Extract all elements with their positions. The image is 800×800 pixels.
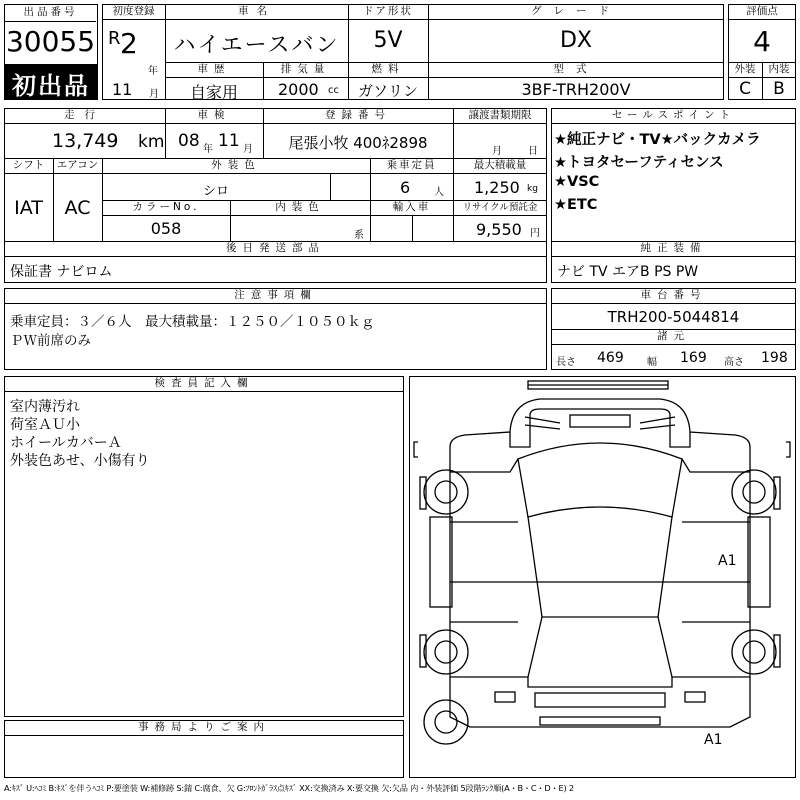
grade-label: グレード: [531, 5, 621, 17]
sales-point-4: ★ETC: [554, 197, 598, 213]
import-car-label: 輸入車: [392, 201, 431, 213]
sales-point-2: ★トヨタセーフティセンス: [554, 155, 724, 171]
score: 4: [753, 25, 771, 58]
grade: DX: [559, 28, 592, 53]
transfer-deadline-label: 譲渡書類期限: [468, 109, 532, 121]
insp-year-unit: 年: [203, 144, 213, 155]
sales-points-label: セールスポイント: [611, 109, 736, 121]
width-value: 169: [680, 350, 707, 366]
deadline-day-unit: 日: [528, 146, 538, 157]
height-label: 高さ: [724, 357, 744, 368]
length-label: 長さ: [556, 357, 576, 368]
max-load: 1,250: [474, 178, 520, 197]
chassis-no-label: 車台番号: [640, 289, 707, 301]
height-value: 198: [761, 350, 788, 366]
car-outline-diagram: [410, 377, 794, 776]
car-history: 自家用: [189, 83, 238, 102]
first-reg-month: 11: [112, 80, 133, 99]
year-unit: 年: [148, 66, 158, 77]
note-line-1: 乗車定員：３／６人 最大積載量：１２５０／１０５０ｋｇ: [10, 314, 375, 330]
inspection-label: 車検: [197, 109, 231, 121]
mileage: 13,749: [52, 130, 119, 152]
inspector-note-3: ホイールカバーＡ: [10, 435, 122, 451]
exterior-label: 外装: [734, 63, 756, 75]
genuine-equipment: ナビ TV エアB PS PW: [557, 264, 699, 280]
interior-grade: B: [773, 79, 785, 99]
insp-month: 11: [218, 131, 240, 151]
inspector-note-1: 室内薄汚れ: [10, 399, 80, 415]
lot-number-label: 出品番号: [23, 6, 78, 18]
model-code: 3BF-TRH200V: [521, 80, 631, 99]
deadline-month-unit: 月: [492, 146, 502, 157]
later-parts: 保証書 ナビロム: [10, 264, 113, 280]
exterior-grade: C: [739, 79, 751, 99]
lot-number: 30055: [5, 25, 96, 58]
score-label: 評価点: [746, 5, 778, 17]
specs-label: 諸元: [657, 330, 690, 342]
damage-mark-side: A1: [718, 553, 737, 569]
era: R: [108, 28, 121, 49]
interior-label: 内装: [768, 63, 790, 75]
car-name-label: 車名: [238, 5, 275, 17]
width-label: 幅: [647, 357, 657, 368]
ext-color-label: 外装色: [211, 159, 261, 171]
first-listing-text: 初出品: [12, 72, 90, 100]
color-no-label: カラーNo.: [132, 201, 200, 213]
damage-mark-rear: A1: [704, 732, 723, 748]
later-parts-label: 後日発送部品: [226, 242, 325, 254]
office-label: 事務局よりご案内: [138, 721, 270, 733]
legend-text: A:ｷｽﾞ U:ﾍｺﾐ B:ｷｽﾞを伴うﾍｺﾐ P:要塗装 W:補修跡 S:錆 C:腐食、欠 G:ﾌﾛﾝﾄｶﾞﾗｽ点ｷｽﾞ XX:交換済み X:要交換 欠:欠品 内・外装評価 5段階ﾗﾝｸ順(A・B・C・D・E) 2: [4, 783, 574, 793]
color-number: 058: [150, 219, 182, 238]
notes-label: 注意事項欄: [234, 289, 317, 301]
max-load-unit: kg: [527, 184, 538, 194]
aircon-label: エアコン: [56, 159, 99, 171]
capacity: 6: [400, 178, 411, 197]
insp-year: 08: [178, 131, 200, 151]
aircon-type: AC: [64, 197, 91, 219]
month-unit: 月: [149, 89, 159, 100]
first-reg-year: 2: [120, 27, 138, 60]
recycle-fee: 9,550: [476, 220, 522, 239]
first-reg-label: 初度登録: [112, 5, 155, 17]
inspector-note-4: 外装色あせ、小傷有り: [10, 453, 150, 469]
registration-number: 尾張小牧 400ﾈ2898: [288, 134, 428, 152]
door-label: ドア形状: [363, 5, 413, 17]
displacement-label: 排気量: [280, 63, 331, 75]
note-line-2: ＰＷ前席のみ: [10, 333, 91, 349]
damage-diagram: [409, 376, 796, 778]
genuine-equip-label: 純正装備: [640, 242, 707, 254]
recycle-unit: 円: [530, 228, 540, 239]
capacity-label: 乗車定員: [386, 159, 437, 171]
capacity-unit: 人: [434, 187, 444, 198]
displacement: 2000: [278, 80, 319, 99]
mileage-label: 走行: [64, 109, 105, 121]
sales-point-1: ★純正ナビ・TV★バックカメラ: [554, 132, 761, 148]
inspector-label: 検査員記入欄: [154, 377, 254, 389]
displacement-unit: cc: [328, 85, 339, 96]
inspector-note-2: 荷室ＡＵ小: [10, 417, 80, 433]
exterior-color: シロ: [202, 184, 229, 199]
shift-label: シフト: [12, 159, 45, 171]
sales-point-3: ★VSC: [554, 174, 600, 190]
max-load-label: 最大積載量: [473, 159, 527, 171]
chassis-number: TRH200-5044814: [607, 308, 740, 326]
mileage-unit: km: [138, 132, 165, 152]
door-type: 5V: [373, 28, 403, 53]
int-color-suffix: 系: [354, 230, 364, 241]
length-value: 469: [597, 350, 624, 366]
history-label: 車歴: [197, 63, 231, 75]
insp-month-unit: 月: [243, 144, 253, 155]
recycle-label: リサイクル預託金: [462, 202, 538, 213]
fuel-type: ガソリン: [357, 82, 418, 100]
reg-no-label: 登録番号: [325, 109, 391, 121]
car-name: ハイエースバン: [173, 33, 340, 58]
int-color-label: 内装色: [275, 201, 325, 213]
model-label: 型式: [553, 63, 599, 75]
shift-type: IAT: [14, 197, 43, 219]
first-listing-badge: [5, 64, 97, 99]
fuel-label: 燃料: [371, 63, 405, 75]
